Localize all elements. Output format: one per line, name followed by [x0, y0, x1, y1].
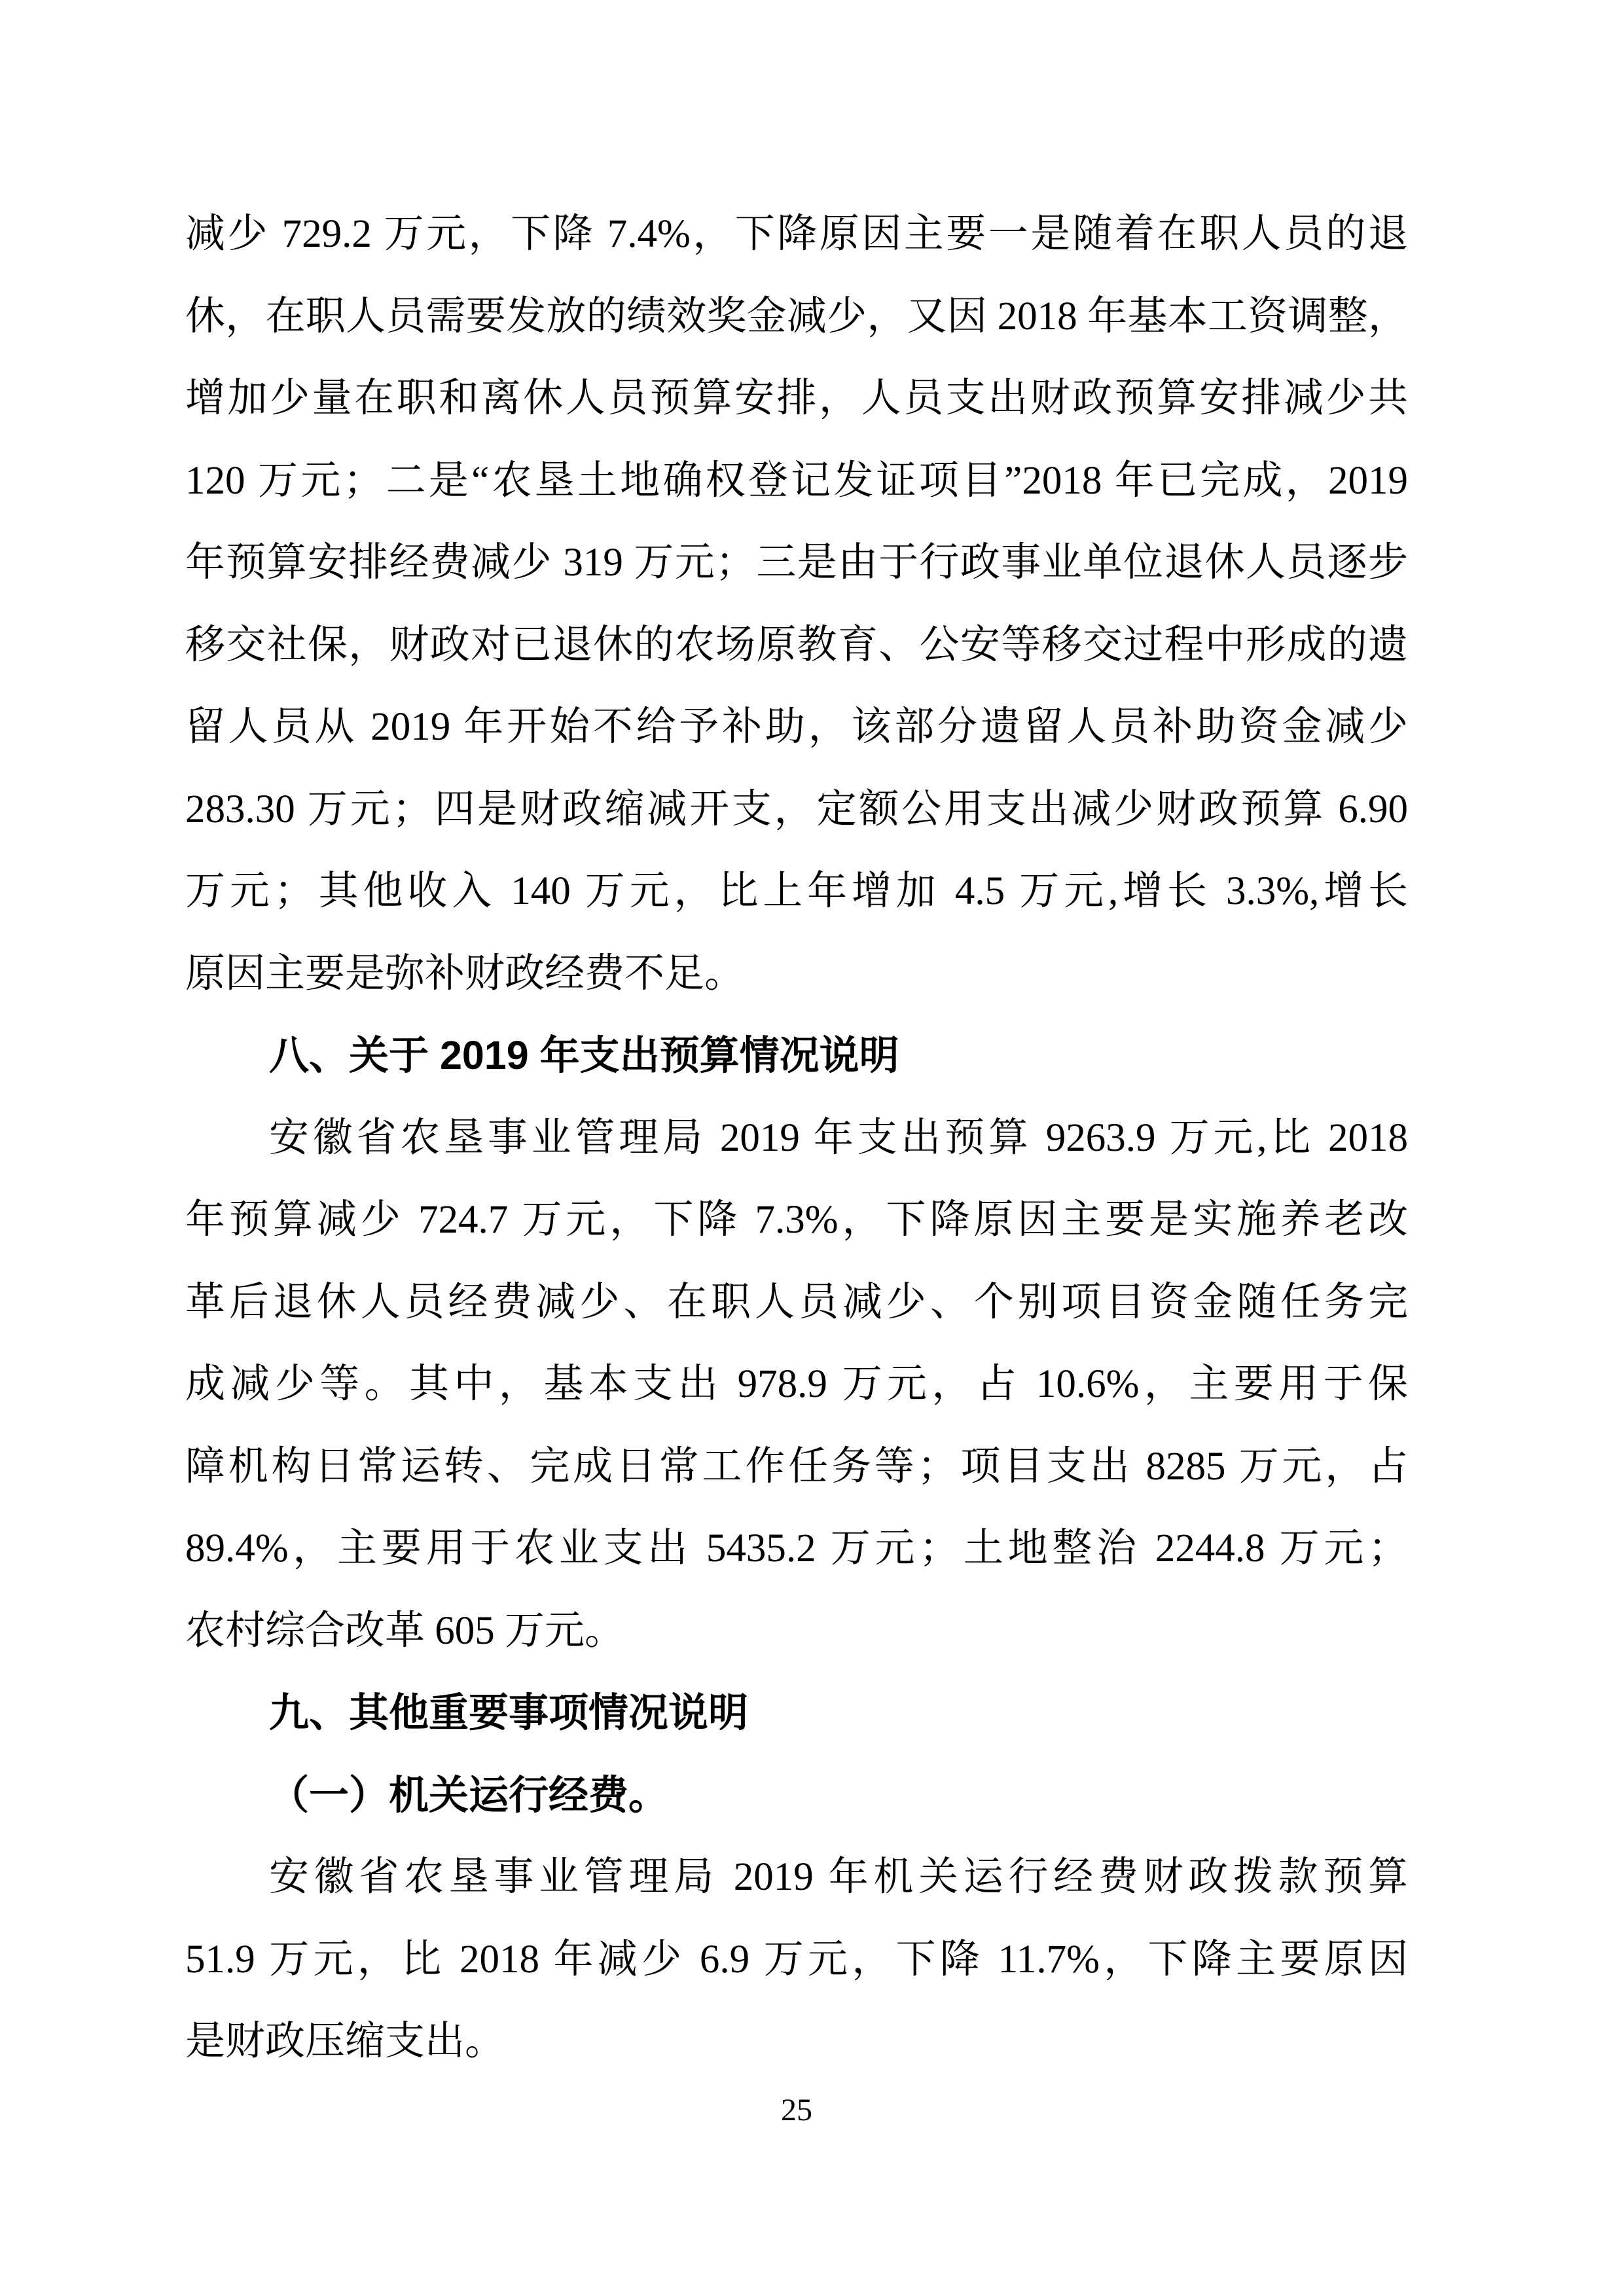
text-line: 移交社保，财政对已退休的农场原教育、公安等移交过程中形成的遗: [185, 623, 1408, 667]
section-heading-ix: 九、其他重要事项情况说明: [269, 1690, 749, 1735]
text-line: 年预算安排经费减少 319 万元；三是由于行政事业单位退休人员逐步: [185, 541, 1408, 585]
text-line: 留人员从 2019 年开始不给予补助，该部分遗留人员补助资金减少: [185, 705, 1408, 749]
text-line: 年预算减少 724.7 万元，下降 7.3%，下降原因主要是实施养老改: [185, 1198, 1408, 1242]
text-line: 万元；其他收入 140 万元，比上年增加 4.5 万元,增长 3.3%,增长: [185, 869, 1408, 913]
text-line: 革后退休人员经费减少、在职人员减少、个别项目资金随任务完: [185, 1280, 1408, 1324]
text-line: 障机构日常运转、完成日常工作任务等；项目支出 8285 万元，占: [185, 1444, 1408, 1489]
subsection-heading-1: （一）机关运行经费。: [269, 1772, 669, 1817]
text-line: 成减少等。其中，基本支出 978.9 万元，占 10.6%，主要用于保: [185, 1362, 1408, 1406]
section-heading-viii: 八、关于 2019 年支出预算情况说明: [269, 1033, 899, 1077]
text-line: 减少 729.2 万元，下降 7.4%，下降原因主要一是随着在职人员的退: [185, 212, 1408, 256]
text-line: 农村综合改革 605 万元。: [185, 1608, 625, 1653]
text-line: 51.9 万元，比 2018 年减少 6.9 万元，下降 11.7%，下降主要原因: [185, 1937, 1408, 1981]
page-number: 25: [781, 2093, 812, 2127]
text-line: 120 万元；二是“农垦土地确权登记发证项目”2018 年已完成，2019: [185, 458, 1408, 503]
text-line: 283.30 万元；四是财政缩减开支，定额公用支出减少财政预算 6.90: [185, 787, 1408, 831]
text-line: 安徽省农垦事业管理局 2019 年支出预算 9263.9 万元,比 2018: [269, 1115, 1408, 1160]
text-line: 休，在职人员需要发放的绩效奖金减少，又因 2018 年基本工资调整，: [185, 294, 1408, 338]
text-line: 是财政压缩支出。: [185, 2019, 505, 2063]
text-line: 原因主要是弥补财政经费不足。: [185, 951, 745, 996]
text-line: 安徽省农垦事业管理局 2019 年机关运行经费财政拨款预算: [269, 1855, 1408, 1899]
text-line: 增加少量在职和离休人员预算安排，人员支出财政预算安排减少共: [185, 376, 1408, 420]
page-content: [185, 193, 1408, 2083]
text-line: 89.4%，主要用于农业支出 5435.2 万元；土地整治 2244.8 万元；: [185, 1527, 1408, 1570]
